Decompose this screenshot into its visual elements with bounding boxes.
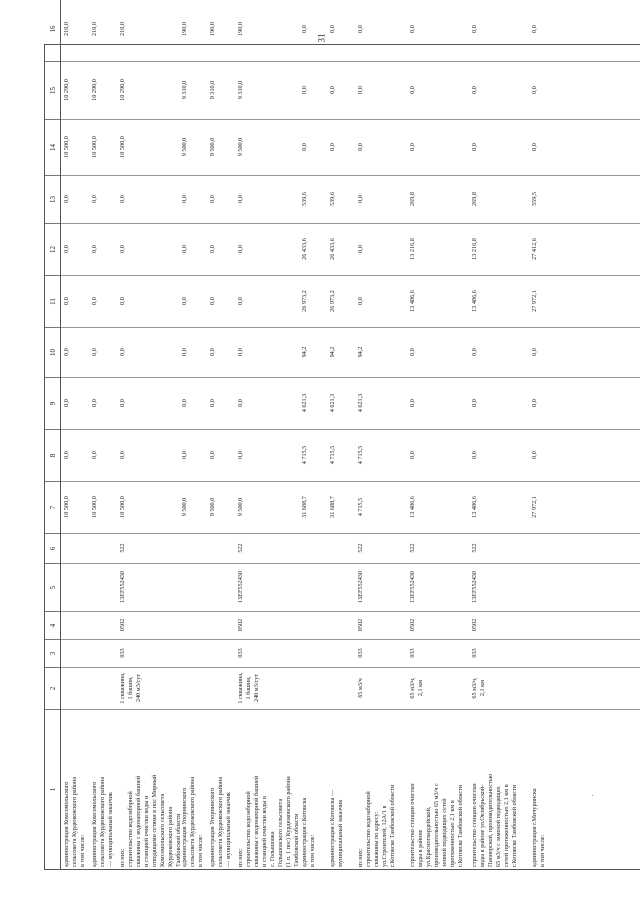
- table-cell: 10 290,0: [119, 79, 126, 101]
- table-cell: 0,0: [409, 451, 416, 459]
- table-cell: 0,0: [357, 25, 364, 33]
- table-cell: [209, 611, 233, 639]
- table-row: [63, 0, 87, 869]
- table-cell: [531, 639, 547, 667]
- table-cell: [531, 667, 547, 709]
- table-cell: 4 715,5: [301, 445, 308, 465]
- table-cell: [329, 563, 345, 611]
- column-header: 3: [45, 639, 60, 667]
- table-cell: 0,0: [91, 195, 98, 203]
- table-cell: [301, 639, 317, 667]
- table-cell: 0502: [409, 618, 416, 632]
- table-cell: 0,0: [63, 245, 70, 253]
- table-cell: 0,0: [357, 245, 364, 253]
- table-cell: 0,0: [209, 245, 216, 253]
- column-header: 11: [45, 275, 60, 327]
- table-cell: 0,0: [357, 143, 364, 151]
- table-cell: 9 310,0: [181, 80, 188, 100]
- table-cell: 522: [471, 543, 478, 553]
- table-cell: 0,0: [119, 297, 126, 305]
- table-cell: [329, 611, 345, 639]
- table-cell: 13 216,8: [471, 238, 478, 260]
- table-cell: 13 216,8: [409, 238, 416, 260]
- table-cell: 10 500,0: [119, 136, 126, 158]
- row-label: администрация Комсомольского сельсовета Курдюковского района — муниципальный заказчик: [91, 776, 114, 867]
- row-label: администрация Упорнинского сельсовета Курдюковского района — муниципальный заказчик: [209, 776, 232, 867]
- table-cell: 4 715,5: [357, 445, 364, 465]
- table-cell: 210,0: [91, 22, 98, 36]
- table-cell: [301, 563, 317, 611]
- table-cell: 0,0: [471, 348, 478, 356]
- table-cell: 13 486,6: [409, 496, 416, 518]
- table-cell: 31 688,7: [301, 496, 308, 518]
- table-cell: 9 500,0: [209, 497, 216, 517]
- table-cell: 0,0: [409, 143, 416, 151]
- column-header: 13: [45, 175, 60, 223]
- table-cell: 13 486,6: [471, 496, 478, 518]
- table-cell: 0,0: [91, 245, 98, 253]
- table-cell: [209, 639, 233, 667]
- table-cell: 65 м3/ч, 2,1 км: [471, 677, 486, 699]
- table-cell: 0,0: [209, 451, 216, 459]
- table-cell: 269,8: [409, 192, 416, 206]
- table-cell: 269,8: [471, 192, 478, 206]
- table-cell: 0,0: [63, 297, 70, 305]
- table-row: [301, 0, 317, 869]
- table-cell: 9 500,0: [181, 137, 188, 157]
- table-cell: 0,0: [91, 297, 98, 305]
- table-cell: 9 500,0: [237, 497, 244, 517]
- table-cell: 4 621,3: [357, 393, 364, 413]
- table-cell: 0,0: [91, 399, 98, 407]
- table-row: [91, 0, 115, 869]
- table-cell: 4 621,3: [301, 393, 308, 413]
- table-cell: 26 973,2: [329, 290, 336, 312]
- table-cell: 27 412,6: [531, 238, 538, 260]
- table-row: [329, 0, 345, 869]
- table-cell: 0,0: [471, 143, 478, 151]
- table-cell: 0,0: [531, 451, 538, 459]
- table-cell: 94,2: [329, 346, 336, 358]
- table-cell: [329, 667, 345, 709]
- column-header: 1: [45, 709, 60, 869]
- table-cell: 9 500,0: [237, 137, 244, 157]
- column-header: 7: [45, 481, 60, 533]
- table-cell: 13 486,6: [409, 290, 416, 312]
- table-cell: 0,0: [237, 348, 244, 356]
- table-cell: [531, 563, 547, 611]
- table-cell: 0,0: [531, 86, 538, 94]
- table-cell: 4 715,5: [357, 497, 364, 517]
- table-cell: [91, 563, 115, 611]
- table-cell: [329, 639, 345, 667]
- table-cell: 10 290,0: [91, 79, 98, 101]
- table-cell: 0,0: [471, 451, 478, 459]
- table-cell: 13ЕF552430: [471, 571, 478, 603]
- row-label: из них: строительство водозаборной скважины по адресу: ул.Строителей, 12А/1 в г.Котовске Тамбовской области: [357, 784, 396, 867]
- table-cell: [301, 611, 317, 639]
- table-cell: 0,0: [329, 86, 336, 94]
- table-cell: 0,0: [409, 25, 416, 33]
- table-cell: 0,0: [237, 245, 244, 253]
- table-cell: [63, 533, 87, 563]
- column-header: 16: [48, 25, 57, 33]
- table-cell: 0,0: [471, 86, 478, 94]
- row-label: администрация Комсомольского сельсовета Курдюковского района в том числе:: [63, 776, 86, 867]
- table-cell: 033: [357, 648, 364, 658]
- table-cell: 0,0: [63, 451, 70, 459]
- table-cell: 0,0: [409, 348, 416, 356]
- table-cell: [63, 611, 87, 639]
- table-cell: 13ЕF552430: [357, 571, 364, 603]
- table-cell: 190,0: [209, 22, 216, 36]
- table-row: [237, 0, 301, 869]
- table-cell: [91, 667, 115, 709]
- table-cell: 0,0: [237, 399, 244, 407]
- table-cell: 0,0: [301, 86, 308, 94]
- table-cell: 0,0: [181, 245, 188, 253]
- table-cell: 0,0: [91, 348, 98, 356]
- table-cell: 0502: [357, 618, 364, 632]
- row-label: администрация г.Котовска в том числе:: [301, 797, 316, 867]
- table-cell: 0,0: [237, 195, 244, 203]
- table-row: [471, 0, 519, 869]
- table-row: [357, 0, 397, 869]
- table-cell: [181, 611, 205, 639]
- table-cell: 94,2: [301, 346, 308, 358]
- table-cell: 0502: [119, 618, 126, 632]
- table-cell: 26 973,2: [301, 290, 308, 312]
- table-cell: 522: [119, 543, 126, 553]
- table-cell: 0,0: [209, 399, 216, 407]
- row-label: администрация г.Мичуринска в том числе:: [531, 788, 546, 867]
- table-cell: 0,0: [301, 143, 308, 151]
- table-cell: 0,0: [63, 399, 70, 407]
- table-cell: 1 скважина, 1 башня, 240 м3/сут: [119, 672, 142, 704]
- column-header: 6: [45, 533, 60, 563]
- table-cell: 0,0: [181, 195, 188, 203]
- table-cell: [63, 563, 87, 611]
- column-header: 10: [45, 327, 60, 377]
- table-cell: 0,0: [91, 451, 98, 459]
- table-cell: [181, 533, 205, 563]
- table-cell: 65 м3/ч: [357, 678, 364, 698]
- row-label: строительство станции очистки воды в районе ул.Красногвардейской, производительностью 65 м3/ч с земной подводящих сетей протяженностью 2,1 км в г.Котовске Тамбовской области: [409, 783, 464, 867]
- table-cell: 10 500,0: [91, 496, 98, 518]
- table-cell: 0,0: [531, 25, 538, 33]
- column-header: 2: [45, 667, 60, 709]
- table-cell: 522: [237, 543, 244, 553]
- table-cell: 0,0: [409, 86, 416, 94]
- table-cell: 9 310,0: [209, 80, 216, 100]
- table-cell: 0,0: [357, 195, 364, 203]
- table-cell: 0,0: [471, 399, 478, 407]
- table-row: [409, 0, 465, 869]
- table-row: [209, 0, 233, 869]
- table-cell: 033: [237, 648, 244, 658]
- table-cell: [181, 639, 205, 667]
- table-cell: [181, 563, 205, 611]
- table-cell: 0,0: [119, 195, 126, 203]
- table-cell: 13ЕF552430: [409, 571, 416, 603]
- table-cell: [209, 667, 233, 709]
- table-cell: 0,0: [209, 297, 216, 305]
- table-cell: 0,0: [119, 348, 126, 356]
- row-label: администрация г.Котовска — муниципальный заказчик: [329, 789, 344, 867]
- rotated-table-wrapper: [44, 22, 640, 870]
- table-cell: 9 310,0: [237, 80, 244, 100]
- table-cell: 539,6: [329, 192, 336, 206]
- table-cell: [531, 611, 547, 639]
- table-cell: [63, 639, 87, 667]
- table-cell: 1 скважина, 1 башня, 240 м3/сут: [237, 672, 260, 704]
- table-cell: 0,0: [531, 348, 538, 356]
- table-body: [61, 0, 640, 869]
- table-cell: 0,0: [119, 451, 126, 459]
- scan-speck: [592, 795, 593, 796]
- table-cell: [91, 611, 115, 639]
- table-cell: 210,0: [119, 22, 126, 36]
- table-cell: [301, 667, 317, 709]
- table-cell: 27 972,1: [531, 496, 538, 518]
- table-cell: 033: [471, 648, 478, 658]
- table-cell: 0,0: [329, 25, 336, 33]
- row-label: строительство станции очистки воды в районе ул.Октябрьской- Пионерской, производительностью 65 м3/ч с заменой подводящих сетей протяженностью 2,1 км в г.Котовске Тамбовской области: [471, 773, 518, 867]
- table-cell: [91, 639, 115, 667]
- budget-table: [44, 22, 640, 870]
- column-header: 4: [45, 611, 60, 639]
- table-cell: 13ЕF552430: [237, 571, 244, 603]
- table-cell: 190,0: [237, 22, 244, 36]
- table-cell: 0,0: [471, 25, 478, 33]
- table-cell: 210,0: [63, 22, 70, 36]
- table-cell: 0,0: [531, 399, 538, 407]
- table-cell: 26 433,6: [301, 238, 308, 260]
- table-cell: 0,0: [301, 25, 308, 33]
- table-cell: [531, 533, 547, 563]
- table-cell: 559,5: [531, 192, 538, 206]
- table-cell: 0,0: [181, 297, 188, 305]
- table-cell: 0,0: [531, 143, 538, 151]
- column-header: 12: [45, 223, 60, 275]
- table-cell: 0,0: [63, 348, 70, 356]
- column-header: 9: [45, 377, 60, 429]
- table-cell: 0,0: [209, 195, 216, 203]
- column-header: 14: [45, 119, 60, 175]
- table-cell: 26 433,6: [329, 238, 336, 260]
- table-cell: 0,0: [329, 143, 336, 151]
- table-cell: [209, 563, 233, 611]
- table-cell: 9 500,0: [181, 497, 188, 517]
- column-header: 5: [45, 563, 60, 611]
- table-cell: 10 500,0: [63, 136, 70, 158]
- table-cell: 0,0: [181, 348, 188, 356]
- table-cell: 0,0: [119, 245, 126, 253]
- table-cell: 0502: [471, 618, 478, 632]
- table-cell: 522: [409, 543, 416, 553]
- table-cell: 0,0: [357, 297, 364, 305]
- table-cell: 10 290,0: [63, 79, 70, 101]
- table-cell: 0,0: [209, 348, 216, 356]
- table-row: [181, 0, 205, 869]
- table-cell: 522: [357, 543, 364, 553]
- table-cell: [301, 533, 317, 563]
- table-cell: 033: [119, 648, 126, 658]
- table-cell: 4 715,5: [329, 445, 336, 465]
- table-cell: 10 500,0: [91, 136, 98, 158]
- table-cell: 9 500,0: [209, 137, 216, 157]
- table-cell: 10 500,0: [63, 496, 70, 518]
- table-cell: 0502: [237, 618, 244, 632]
- row-label: администрация Упорнинского сельсовета Курдюковского района в том числе:: [181, 776, 204, 867]
- row-label: из них: строительство водозаборной скважины с водонапорной башней и станцией очистки воды и отводящими сетями в пос Мирный Комсомольского сельсовета Курдюковского района Тамбовской области: [119, 774, 182, 867]
- table-cell: 0,0: [237, 451, 244, 459]
- table-cell: 0,0: [119, 399, 126, 407]
- table-cell: 31 688,7: [329, 496, 336, 518]
- table-cell: 0,0: [237, 297, 244, 305]
- table-cell: [329, 533, 345, 563]
- table-header: [45, 0, 61, 869]
- table-cell: [91, 533, 115, 563]
- table-cell: 0,0: [181, 451, 188, 459]
- column-header: 8: [45, 429, 60, 481]
- table-cell: 65 м3/ч, 2,1 км: [409, 677, 424, 699]
- table-cell: 033: [409, 648, 416, 658]
- table-cell: 4 621,3: [329, 393, 336, 413]
- table-cell: 13ЕF552430: [119, 571, 126, 603]
- table-cell: 10 500,0: [119, 496, 126, 518]
- table-cell: [209, 533, 233, 563]
- table-cell: [63, 667, 87, 709]
- table-cell: 539,6: [301, 192, 308, 206]
- table-cell: [181, 667, 205, 709]
- table-cell: 0,0: [357, 86, 364, 94]
- page-number: 31: [316, 33, 327, 43]
- table-cell: 0,0: [409, 399, 416, 407]
- table-cell: 13 486,6: [471, 290, 478, 312]
- column-header: 15: [45, 61, 60, 119]
- table-cell: 0,0: [63, 195, 70, 203]
- table-cell: 0,0: [181, 399, 188, 407]
- table-row: [531, 0, 547, 869]
- table-cell: 94,2: [357, 346, 364, 358]
- table-row: [119, 0, 183, 869]
- table-cell: 27 972,1: [531, 290, 538, 312]
- table-cell: 190,0: [181, 22, 188, 36]
- row-label: из них: строительство водозаборной скважины с водонапорной башней и станцией очистки воды в с. Голышовка Голышовского сельсовета (1 п. 1 пос) Курдюковского района Тамбовской области: [237, 775, 300, 867]
